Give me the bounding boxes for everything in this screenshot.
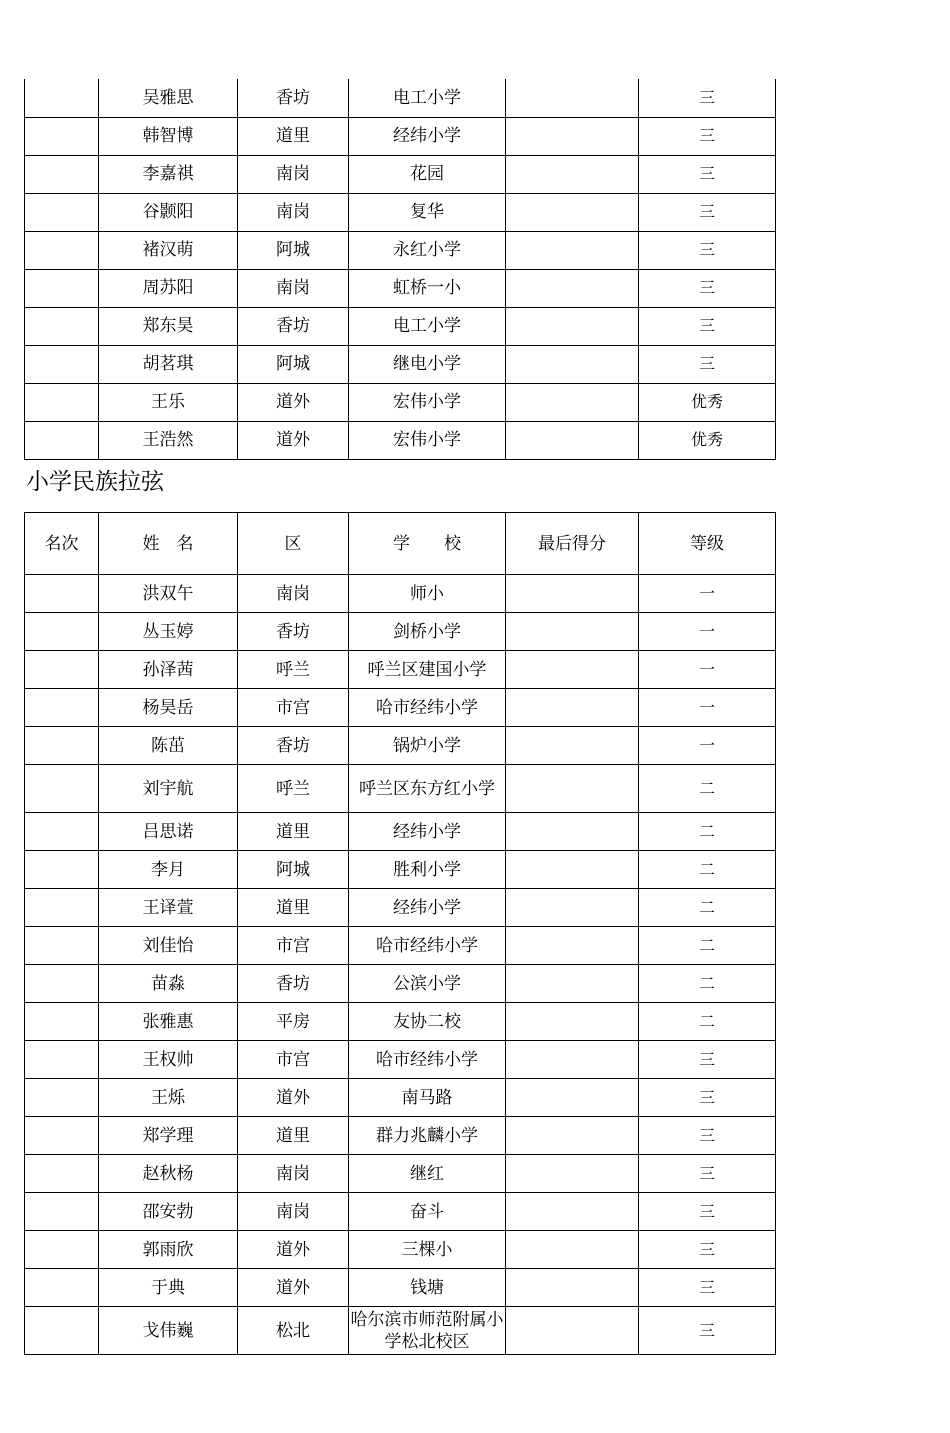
cell-school: 花园: [349, 155, 506, 193]
cell-school: 永红小学: [349, 231, 506, 269]
cell-school: 宏伟小学: [349, 383, 506, 421]
cell-rank: [25, 727, 99, 765]
cell-grade: 三: [639, 1079, 776, 1117]
cell-score: [506, 851, 639, 889]
table-row: [25, 79, 776, 117]
cell-district: 道里: [238, 1117, 349, 1155]
cell-rank: [25, 193, 99, 231]
cell-score: [506, 613, 639, 651]
cell-score: [506, 1269, 639, 1307]
cell-district: 南岗: [238, 1155, 349, 1193]
cell-rank: [25, 1231, 99, 1269]
cell-name: 郑学理: [99, 1117, 238, 1155]
cell-rank: [25, 1041, 99, 1079]
cell-score: [506, 117, 639, 155]
cell-rank: [25, 689, 99, 727]
cell-school: 复华: [349, 193, 506, 231]
cell-school: 南马路: [349, 1079, 506, 1117]
table-row: [25, 727, 776, 765]
cell-score: [506, 927, 639, 965]
cell-district: 南岗: [238, 193, 349, 231]
cell-rank: [25, 383, 99, 421]
cell-rank: [25, 765, 99, 813]
cell-name: 于典: [99, 1269, 238, 1307]
cell-grade: 三: [639, 1193, 776, 1231]
cell-rank: [25, 1079, 99, 1117]
cell-name: 李嘉祺: [99, 155, 238, 193]
table-row: [25, 1269, 776, 1307]
table-row: [25, 613, 776, 651]
cell-name: 洪双午: [99, 575, 238, 613]
table-row: [25, 421, 776, 459]
cell-grade: 一: [639, 651, 776, 689]
cell-district: 南岗: [238, 155, 349, 193]
table-row: [25, 345, 776, 383]
cell-school: 经纬小学: [349, 889, 506, 927]
table-row: [25, 1155, 776, 1193]
cell-school: 哈市经纬小学: [349, 689, 506, 727]
table-row: [25, 117, 776, 155]
cell-district: 香坊: [238, 727, 349, 765]
cell-name: 周苏阳: [99, 269, 238, 307]
cell-district: 道里: [238, 813, 349, 851]
cell-name: 李月: [99, 851, 238, 889]
cell-district: 市宫: [238, 689, 349, 727]
cell-grade: 一: [639, 689, 776, 727]
cell-rank: [25, 421, 99, 459]
cell-name: 王浩然: [99, 421, 238, 459]
cell-district: 香坊: [238, 613, 349, 651]
cell-grade: 三: [639, 1155, 776, 1193]
table-row: [25, 1003, 776, 1041]
cell-name: 韩智博: [99, 117, 238, 155]
cell-district: 香坊: [238, 307, 349, 345]
cell-name: 刘佳怡: [99, 927, 238, 965]
cell-rank: [25, 1155, 99, 1193]
cell-school: 哈市经纬小学: [349, 1041, 506, 1079]
cell-district: 呼兰: [238, 765, 349, 813]
cell-name: 杨昊岳: [99, 689, 238, 727]
cell-district: 道外: [238, 383, 349, 421]
cell-name: 王烁: [99, 1079, 238, 1117]
cell-grade: 二: [639, 889, 776, 927]
cell-grade: 三: [639, 345, 776, 383]
cell-score: [506, 79, 639, 117]
cell-score: [506, 193, 639, 231]
cell-school: 电工小学: [349, 307, 506, 345]
cell-grade: 三: [639, 1231, 776, 1269]
cell-rank: [25, 79, 99, 117]
cell-score: [506, 383, 639, 421]
cell-rank: [25, 1193, 99, 1231]
cell-school: 经纬小学: [349, 813, 506, 851]
cell-district: 道外: [238, 421, 349, 459]
cell-score: [506, 1003, 639, 1041]
header-rank: 名次: [25, 513, 99, 575]
cell-school: 三棵小: [349, 1231, 506, 1269]
table-header-row: [25, 513, 776, 575]
cell-score: [506, 1117, 639, 1155]
cell-grade: 二: [639, 1003, 776, 1041]
cell-grade: 三: [639, 117, 776, 155]
cell-district: 阿城: [238, 851, 349, 889]
table-row: [25, 927, 776, 965]
header-school: 学 校: [349, 513, 506, 575]
cell-district: 道里: [238, 889, 349, 927]
cell-score: [506, 269, 639, 307]
cell-name: 赵秋杨: [99, 1155, 238, 1193]
cell-district: 阿城: [238, 231, 349, 269]
cell-name: 胡茗琪: [99, 345, 238, 383]
cell-name: 王权帅: [99, 1041, 238, 1079]
table-row: [25, 1041, 776, 1079]
cell-score: [506, 765, 639, 813]
header-grade: 等级: [639, 513, 776, 575]
cell-rank: [25, 927, 99, 965]
cell-rank: [25, 1269, 99, 1307]
cell-school: 友协二校: [349, 1003, 506, 1041]
cell-grade: 三: [639, 1041, 776, 1079]
cell-grade: 二: [639, 965, 776, 1003]
cell-rank: [25, 851, 99, 889]
cell-name: 褚汉萌: [99, 231, 238, 269]
cell-rank: [25, 813, 99, 851]
cell-grade: 二: [639, 765, 776, 813]
table-row: [25, 765, 776, 813]
cell-district: 香坊: [238, 79, 349, 117]
cell-school: 宏伟小学: [349, 421, 506, 459]
table-row: [25, 651, 776, 689]
cell-district: 市宫: [238, 1041, 349, 1079]
table-row: [25, 269, 776, 307]
cell-score: [506, 965, 639, 1003]
cell-name: 王译萱: [99, 889, 238, 927]
cell-rank: [25, 1117, 99, 1155]
cell-school: 继红: [349, 1155, 506, 1193]
cell-school: 呼兰区东方红小学: [349, 765, 506, 813]
cell-rank: [25, 117, 99, 155]
cell-grade: 三: [639, 1269, 776, 1307]
table-row: [25, 889, 776, 927]
cell-score: [506, 889, 639, 927]
cell-district: 道外: [238, 1269, 349, 1307]
cell-score: [506, 1155, 639, 1193]
cell-district: 阿城: [238, 345, 349, 383]
header-name: 姓 名: [99, 513, 238, 575]
cell-district: 道外: [238, 1231, 349, 1269]
cell-district: 松北: [238, 1307, 349, 1355]
cell-name: 戈伟巍: [99, 1307, 238, 1355]
folk-string-results-body: [25, 575, 776, 1355]
cell-grade: 优秀: [639, 421, 776, 459]
table-row: [25, 1079, 776, 1117]
cell-name: 郭雨欣: [99, 1231, 238, 1269]
cell-score: [506, 727, 639, 765]
cell-score: [506, 307, 639, 345]
cell-name: 吕思诺: [99, 813, 238, 851]
cell-rank: [25, 613, 99, 651]
cell-score: [506, 345, 639, 383]
table-row: [25, 813, 776, 851]
cell-rank: [25, 231, 99, 269]
cell-grade: 一: [639, 613, 776, 651]
cell-school: 呼兰区建国小学: [349, 651, 506, 689]
cell-district: 南岗: [238, 269, 349, 307]
cell-name: 张雅惠: [99, 1003, 238, 1041]
cell-grade: 三: [639, 269, 776, 307]
cell-district: 道外: [238, 1079, 349, 1117]
cell-school: 哈市经纬小学: [349, 927, 506, 965]
cell-rank: [25, 155, 99, 193]
cell-rank: [25, 651, 99, 689]
cell-name: 陈茁: [99, 727, 238, 765]
cell-district: 市宫: [238, 927, 349, 965]
cell-grade: 二: [639, 851, 776, 889]
cell-school: 师小: [349, 575, 506, 613]
cell-grade: 三: [639, 155, 776, 193]
cell-name: 郑东昊: [99, 307, 238, 345]
cell-rank: [25, 889, 99, 927]
cell-score: [506, 231, 639, 269]
cell-name: 孙泽茜: [99, 651, 238, 689]
cell-school: 钱塘: [349, 1269, 506, 1307]
cell-rank: [25, 965, 99, 1003]
cell-district: 南岗: [238, 575, 349, 613]
cell-school: 奋斗: [349, 1193, 506, 1231]
table-row: [25, 383, 776, 421]
cell-rank: [25, 269, 99, 307]
cell-name: 刘宇航: [99, 765, 238, 813]
section-title: 小学民族拉弦: [26, 469, 164, 495]
cell-school: 群力兆麟小学: [349, 1117, 506, 1155]
cell-school: 经纬小学: [349, 117, 506, 155]
cell-score: [506, 1041, 639, 1079]
cell-grade: 三: [639, 307, 776, 345]
cell-school: 继电小学: [349, 345, 506, 383]
cell-grade: 三: [639, 1117, 776, 1155]
header-district: 区: [238, 513, 349, 575]
results-table-continued: [24, 79, 776, 460]
cell-school: 电工小学: [349, 79, 506, 117]
cell-grade: 二: [639, 813, 776, 851]
table-row: [25, 1193, 776, 1231]
cell-district: 平房: [238, 1003, 349, 1041]
cell-score: [506, 155, 639, 193]
cell-name: 吴雅思: [99, 79, 238, 117]
cell-grade: 三: [639, 193, 776, 231]
table-row: [25, 689, 776, 727]
cell-name: 邵安勃: [99, 1193, 238, 1231]
cell-score: [506, 421, 639, 459]
cell-name: 丛玉婷: [99, 613, 238, 651]
cell-grade: 优秀: [639, 383, 776, 421]
cell-district: 呼兰: [238, 651, 349, 689]
cell-score: [506, 689, 639, 727]
cell-rank: [25, 307, 99, 345]
table-row: [25, 851, 776, 889]
cell-name: 谷颢阳: [99, 193, 238, 231]
cell-rank: [25, 345, 99, 383]
cell-grade: 三: [639, 1307, 776, 1355]
table-row: [25, 575, 776, 613]
cell-school: 锅炉小学: [349, 727, 506, 765]
cell-score: [506, 651, 639, 689]
cell-district: 南岗: [238, 1193, 349, 1231]
cell-grade: 一: [639, 575, 776, 613]
table-row: [25, 307, 776, 345]
header-score: 最后得分: [506, 513, 639, 575]
table-row: [25, 231, 776, 269]
cell-score: [506, 575, 639, 613]
cell-rank: [25, 1307, 99, 1355]
cell-school: 公滨小学: [349, 965, 506, 1003]
cell-score: [506, 1307, 639, 1355]
cell-school: 虹桥一小: [349, 269, 506, 307]
cell-district: 香坊: [238, 965, 349, 1003]
table-row: [25, 1307, 776, 1355]
cell-score: [506, 1079, 639, 1117]
cell-name: 苗淼: [99, 965, 238, 1003]
table-row: [25, 1117, 776, 1155]
cell-name: 王乐: [99, 383, 238, 421]
results-table-continued-body: [25, 79, 776, 459]
cell-score: [506, 1231, 639, 1269]
folk-string-results-table: [24, 512, 776, 1355]
cell-grade: 二: [639, 927, 776, 965]
cell-school: 胜利小学: [349, 851, 506, 889]
cell-grade: 三: [639, 79, 776, 117]
table-row: [25, 155, 776, 193]
cell-school: 哈尔滨市师范附属小学松北校区: [349, 1307, 506, 1355]
table-row: [25, 965, 776, 1003]
cell-rank: [25, 575, 99, 613]
cell-school: 剑桥小学: [349, 613, 506, 651]
table-row: [25, 193, 776, 231]
cell-score: [506, 813, 639, 851]
cell-grade: 三: [639, 231, 776, 269]
cell-score: [506, 1193, 639, 1231]
table-row: [25, 1231, 776, 1269]
cell-district: 道里: [238, 117, 349, 155]
cell-grade: 一: [639, 727, 776, 765]
cell-rank: [25, 1003, 99, 1041]
